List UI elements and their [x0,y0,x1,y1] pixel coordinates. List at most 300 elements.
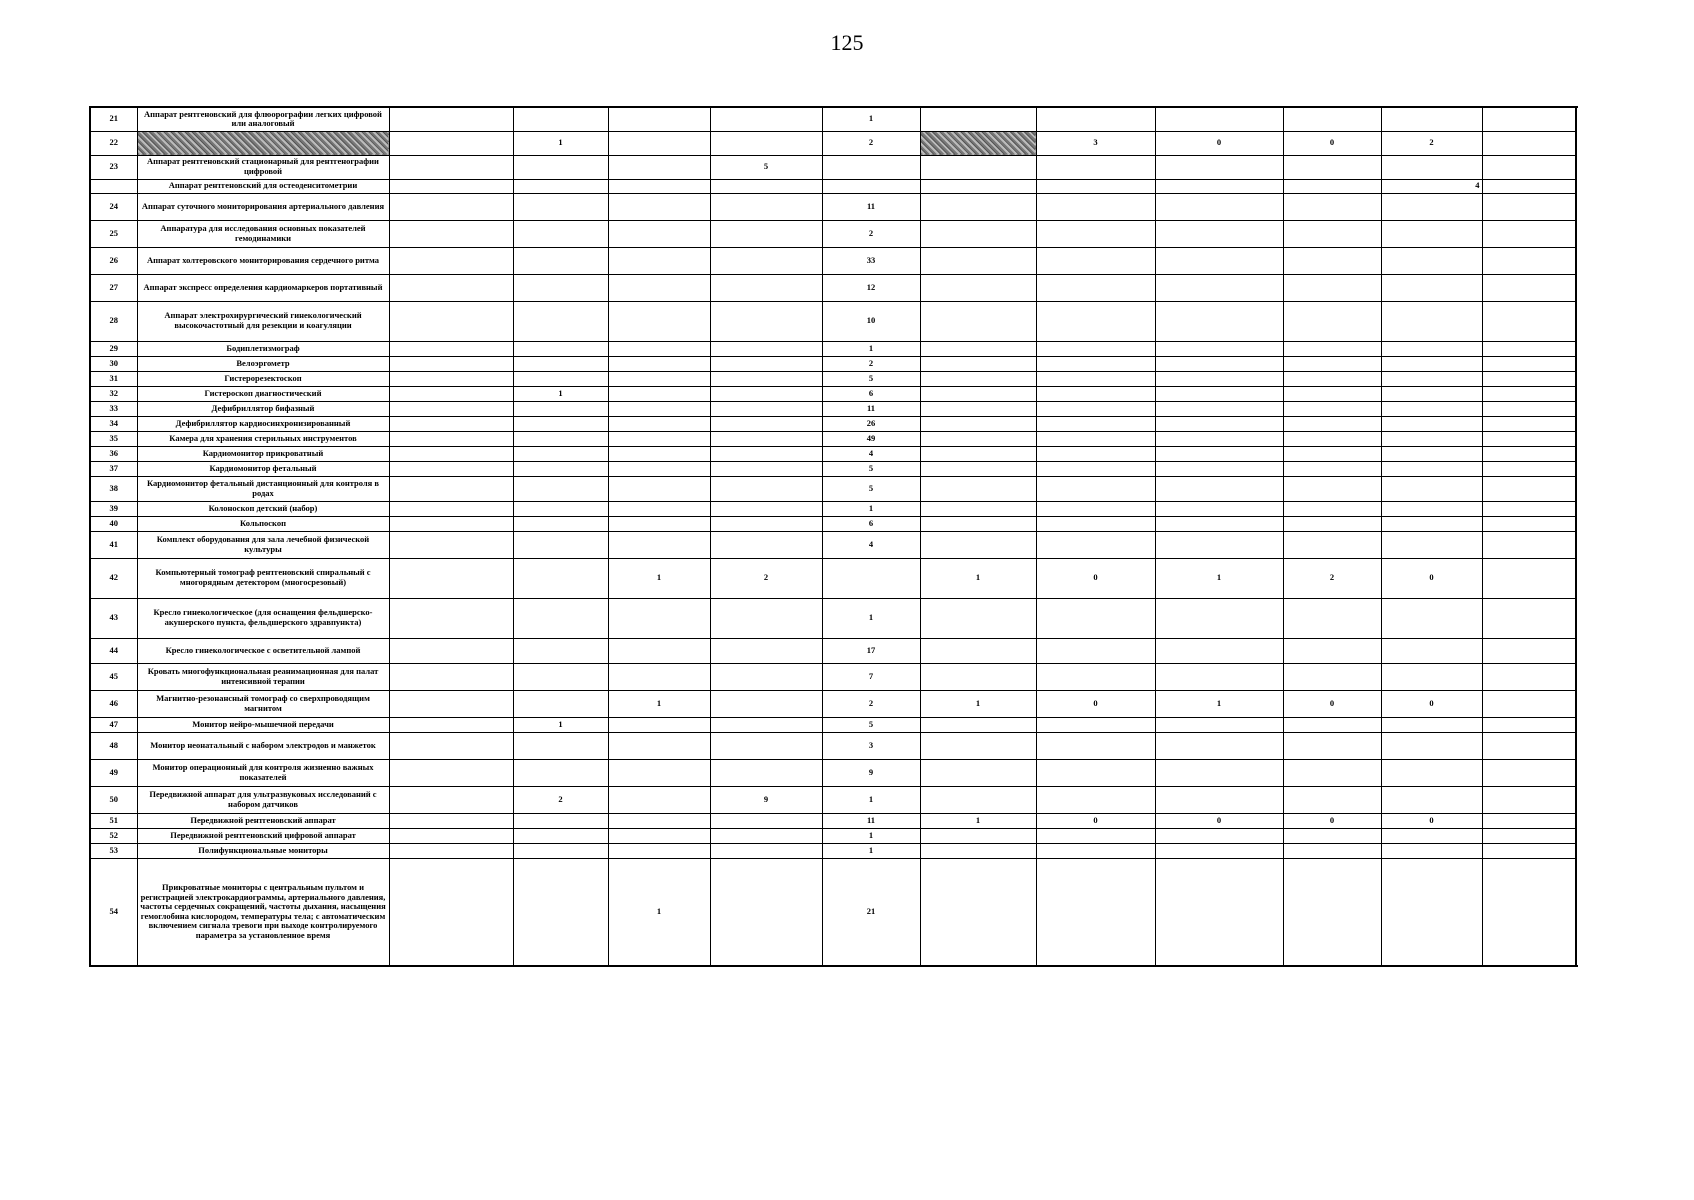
equipment-name: Аппарат рентгеновский для остеоденситометрии [137,179,389,193]
value-cell [513,759,608,786]
row-number: 30 [90,356,137,371]
row-number: 32 [90,386,137,401]
value-cell [1381,155,1482,179]
value-cell [513,155,608,179]
value-cell [1381,759,1482,786]
value-cell [1036,717,1155,732]
equipment-name: Аппарат рентгеновский стационарный для рентгенографии цифровой [137,155,389,179]
value-cell [920,828,1036,843]
table-row [90,759,1576,786]
value-cell [389,858,513,966]
value-cell [1283,386,1381,401]
value-cell [1381,843,1482,858]
row-number: 22 [90,131,137,155]
value-cell [389,598,513,638]
value-cell [608,341,710,356]
value-cell [1036,155,1155,179]
row-number: 41 [90,531,137,558]
value-cell [710,843,822,858]
value-cell [389,371,513,386]
value-cell [1482,516,1576,531]
value-cell [513,501,608,516]
value-cell [1482,690,1576,717]
equipment-name: Монитор операционный для контроля жизненно важных показателей [137,759,389,786]
table-row [90,155,1576,179]
value-cell [1036,858,1155,966]
value-cell [1482,828,1576,843]
value-cell [1155,220,1283,247]
value-cell [389,558,513,598]
value-cell: 1 [822,786,920,813]
value-cell: 1 [920,690,1036,717]
equipment-name: Комплект оборудования для зала лечебной физической культуры [137,531,389,558]
value-cell: 11 [822,401,920,416]
value-cell [389,446,513,461]
value-cell: 5 [710,155,822,179]
row-number: 38 [90,476,137,501]
row-number: 28 [90,301,137,341]
value-cell [389,786,513,813]
value-cell [1283,501,1381,516]
value-cell [920,179,1036,193]
value-cell [1482,759,1576,786]
value-cell: 1 [608,690,710,717]
equipment-name: Аппаратура для исследования основных показателей гемодинамики [137,220,389,247]
value-cell [1283,663,1381,690]
value-cell [513,247,608,274]
value-cell [389,301,513,341]
value-cell [513,461,608,476]
value-cell [608,274,710,301]
value-cell [608,813,710,828]
row-number [90,179,137,193]
value-cell [1283,193,1381,220]
value-cell [1482,431,1576,446]
value-cell [920,717,1036,732]
value-cell [389,843,513,858]
value-cell [1036,356,1155,371]
table-row [90,301,1576,341]
value-cell [1036,531,1155,558]
value-cell [608,431,710,446]
value-cell: 2 [513,786,608,813]
value-cell: 2 [822,690,920,717]
value-cell: 17 [822,638,920,663]
value-cell [389,431,513,446]
value-cell: 0 [1381,558,1482,598]
table-row [90,107,1576,131]
value-cell [389,155,513,179]
value-cell [513,476,608,501]
value-cell [1482,598,1576,638]
value-cell [608,759,710,786]
value-cell [1381,476,1482,501]
row-number: 26 [90,247,137,274]
value-cell [1381,717,1482,732]
value-cell [608,786,710,813]
equipment-name: Прикроватные мониторы с центральным пультом и регистрацией электрокардиограммы, артериального давления, частоты сердечных сокращений, частоты дыхания, насыщения гемоглобина кислородом, температуры тела; с автоматическим включением сигнала тревоги при выходе контролируемого параметра за установленное время [137,858,389,966]
table-row [90,558,1576,598]
value-cell [389,179,513,193]
value-cell [920,131,1036,155]
value-cell [389,461,513,476]
table-row [90,386,1576,401]
value-cell [1482,858,1576,966]
value-cell [710,356,822,371]
value-cell [608,501,710,516]
value-cell [920,301,1036,341]
value-cell [608,531,710,558]
value-cell [1155,531,1283,558]
value-cell [1283,786,1381,813]
value-cell [1482,558,1576,598]
value-cell: 2 [1381,131,1482,155]
value-cell [1482,401,1576,416]
table-row [90,341,1576,356]
value-cell [1381,431,1482,446]
value-cell: 11 [822,193,920,220]
value-cell [920,220,1036,247]
value-cell [1482,813,1576,828]
value-cell: 2 [822,131,920,155]
value-cell [1155,431,1283,446]
row-number: 44 [90,638,137,663]
value-cell: 6 [822,516,920,531]
equipment-name: Гистерорезектоскоп [137,371,389,386]
value-cell [1381,516,1482,531]
value-cell: 9 [710,786,822,813]
value-cell [1283,179,1381,193]
value-cell [1381,828,1482,843]
value-cell [513,431,608,446]
table-row [90,858,1576,966]
value-cell [920,516,1036,531]
value-cell [1155,843,1283,858]
value-cell [1482,663,1576,690]
value-cell [1036,663,1155,690]
value-cell [710,717,822,732]
value-cell: 0 [1036,813,1155,828]
value-cell: 2 [822,356,920,371]
value-cell [1155,446,1283,461]
value-cell [1036,386,1155,401]
value-cell [1283,717,1381,732]
row-number: 49 [90,759,137,786]
equipment-name: Кресло гинекологическое (для оснащения фельдшерско-акушерского пункта, фельдшерского здравпункта) [137,598,389,638]
row-number: 47 [90,717,137,732]
row-number: 52 [90,828,137,843]
value-cell [1036,247,1155,274]
equipment-name: Гистероскоп диагностический [137,386,389,401]
value-cell [1155,416,1283,431]
value-cell [1283,531,1381,558]
value-cell [920,274,1036,301]
table-row [90,828,1576,843]
value-cell [389,341,513,356]
value-cell: 1 [822,843,920,858]
table-row [90,193,1576,220]
value-cell [608,446,710,461]
value-cell [1482,732,1576,759]
value-cell [389,531,513,558]
value-cell [1482,179,1576,193]
equipment-name: Кардиомонитор фетальный дистанционный для контроля в родах [137,476,389,501]
value-cell [1381,193,1482,220]
value-cell: 12 [822,274,920,301]
value-cell [1036,107,1155,131]
value-cell [920,401,1036,416]
value-cell [608,220,710,247]
value-cell [608,843,710,858]
value-cell: 5 [822,476,920,501]
value-cell: 1 [822,501,920,516]
value-cell [1155,193,1283,220]
value-cell: 0 [1036,558,1155,598]
equipment-name: Полифункциональные мониторы [137,843,389,858]
value-cell [389,516,513,531]
value-cell [1283,828,1381,843]
value-cell [710,690,822,717]
value-cell: 0 [1381,690,1482,717]
value-cell [1482,416,1576,431]
row-number: 50 [90,786,137,813]
value-cell [710,431,822,446]
value-cell [1155,759,1283,786]
value-cell: 5 [822,461,920,476]
redacted-name-cell [137,131,389,155]
value-cell [1036,732,1155,759]
value-cell [513,446,608,461]
value-cell [1381,274,1482,301]
value-cell [513,558,608,598]
value-cell: 5 [822,717,920,732]
row-number: 37 [90,461,137,476]
value-cell: 2 [1283,558,1381,598]
value-cell [920,431,1036,446]
value-cell [1155,341,1283,356]
value-cell: 21 [822,858,920,966]
value-cell [920,531,1036,558]
row-number: 34 [90,416,137,431]
table-row [90,717,1576,732]
value-cell [513,301,608,341]
value-cell [920,371,1036,386]
value-cell [1283,401,1381,416]
value-cell [513,371,608,386]
value-cell [1381,416,1482,431]
value-cell [920,786,1036,813]
value-cell: 1 [822,341,920,356]
value-cell [710,179,822,193]
row-number: 40 [90,516,137,531]
value-cell [1155,828,1283,843]
value-cell [920,193,1036,220]
equipment-name: Камера для хранения стерильных инструментов [137,431,389,446]
value-cell [1381,461,1482,476]
row-number: 29 [90,341,137,356]
value-cell [1036,179,1155,193]
equipment-name: Велоэргометр [137,356,389,371]
value-cell [710,247,822,274]
value-cell [1036,301,1155,341]
value-cell [389,638,513,663]
value-cell: 33 [822,247,920,274]
value-cell: 1 [608,558,710,598]
value-cell [608,131,710,155]
value-cell [710,501,822,516]
value-cell [389,401,513,416]
equipment-name: Кардиомонитор фетальный [137,461,389,476]
row-number: 54 [90,858,137,966]
value-cell [1482,461,1576,476]
value-cell [710,476,822,501]
row-number: 33 [90,401,137,416]
value-cell [1036,431,1155,446]
value-cell: 1 [1155,690,1283,717]
table-row [90,131,1576,155]
value-cell [608,107,710,131]
value-cell [389,828,513,843]
value-cell [710,341,822,356]
table-row [90,356,1576,371]
value-cell [1036,516,1155,531]
value-cell [389,247,513,274]
value-cell [1036,461,1155,476]
value-cell: 49 [822,431,920,446]
table-row [90,813,1576,828]
value-cell [710,386,822,401]
value-cell [513,690,608,717]
value-cell [1283,371,1381,386]
row-number: 23 [90,155,137,179]
value-cell [1482,501,1576,516]
value-cell [1036,416,1155,431]
value-cell [1381,341,1482,356]
value-cell [389,690,513,717]
value-cell [1482,193,1576,220]
value-cell [1155,179,1283,193]
value-cell [1283,598,1381,638]
table-row [90,501,1576,516]
value-cell [1155,401,1283,416]
value-cell [710,461,822,476]
row-number: 45 [90,663,137,690]
value-cell [1482,301,1576,341]
value-cell [1155,786,1283,813]
value-cell [389,501,513,516]
value-cell: 0 [1036,690,1155,717]
value-cell [920,446,1036,461]
value-cell: 3 [1036,131,1155,155]
value-cell [920,732,1036,759]
equipment-name: Монитор нейро-мышечной передачи [137,717,389,732]
value-cell [1036,371,1155,386]
value-cell [1482,247,1576,274]
value-cell [1283,476,1381,501]
value-cell [1381,598,1482,638]
value-cell [1283,356,1381,371]
value-cell [710,759,822,786]
value-cell [710,663,822,690]
value-cell: 10 [822,301,920,341]
table-row [90,247,1576,274]
value-cell [1155,155,1283,179]
value-cell [389,813,513,828]
table-row [90,476,1576,501]
page-number: 125 [830,30,864,55]
value-cell [1381,663,1482,690]
equipment-name: Аппарат рентгеновский для флюорографии легких цифровой или аналоговый [137,107,389,131]
value-cell: 2 [710,558,822,598]
value-cell [1381,638,1482,663]
value-cell [920,155,1036,179]
value-cell [710,131,822,155]
value-cell [710,416,822,431]
value-cell [1381,446,1482,461]
value-cell [920,476,1036,501]
value-cell: 0 [1283,813,1381,828]
value-cell [710,301,822,341]
value-cell [513,598,608,638]
row-number: 43 [90,598,137,638]
value-cell [1381,401,1482,416]
table-row [90,598,1576,638]
value-cell [1381,501,1482,516]
value-cell [1482,107,1576,131]
value-cell [513,341,608,356]
value-cell [1283,247,1381,274]
value-cell [1155,476,1283,501]
value-cell: 4 [1381,179,1482,193]
value-cell [513,401,608,416]
value-cell [1381,220,1482,247]
row-number: 42 [90,558,137,598]
value-cell [1381,356,1482,371]
value-cell [513,220,608,247]
value-cell [513,416,608,431]
value-cell [1036,476,1155,501]
table-row [90,461,1576,476]
value-cell [608,371,710,386]
row-number: 25 [90,220,137,247]
value-cell [389,663,513,690]
table-row [90,663,1576,690]
value-cell [710,401,822,416]
value-cell [1381,301,1482,341]
value-cell [513,843,608,858]
table-row [90,638,1576,663]
value-cell [710,638,822,663]
value-cell [1283,274,1381,301]
value-cell [608,828,710,843]
row-number: 46 [90,690,137,717]
value-cell [1155,107,1283,131]
value-cell: 1 [513,131,608,155]
value-cell [710,193,822,220]
value-cell [1155,461,1283,476]
equipment-name: Аппарат электрохирургический гинекологический высокочастотный для резекции и коагуляции [137,301,389,341]
value-cell [1155,717,1283,732]
value-cell [513,828,608,843]
value-cell [1283,107,1381,131]
value-cell [608,663,710,690]
value-cell [513,531,608,558]
value-cell [1381,107,1482,131]
value-cell [513,193,608,220]
value-cell [1155,356,1283,371]
value-cell [1381,858,1482,966]
row-number: 51 [90,813,137,828]
